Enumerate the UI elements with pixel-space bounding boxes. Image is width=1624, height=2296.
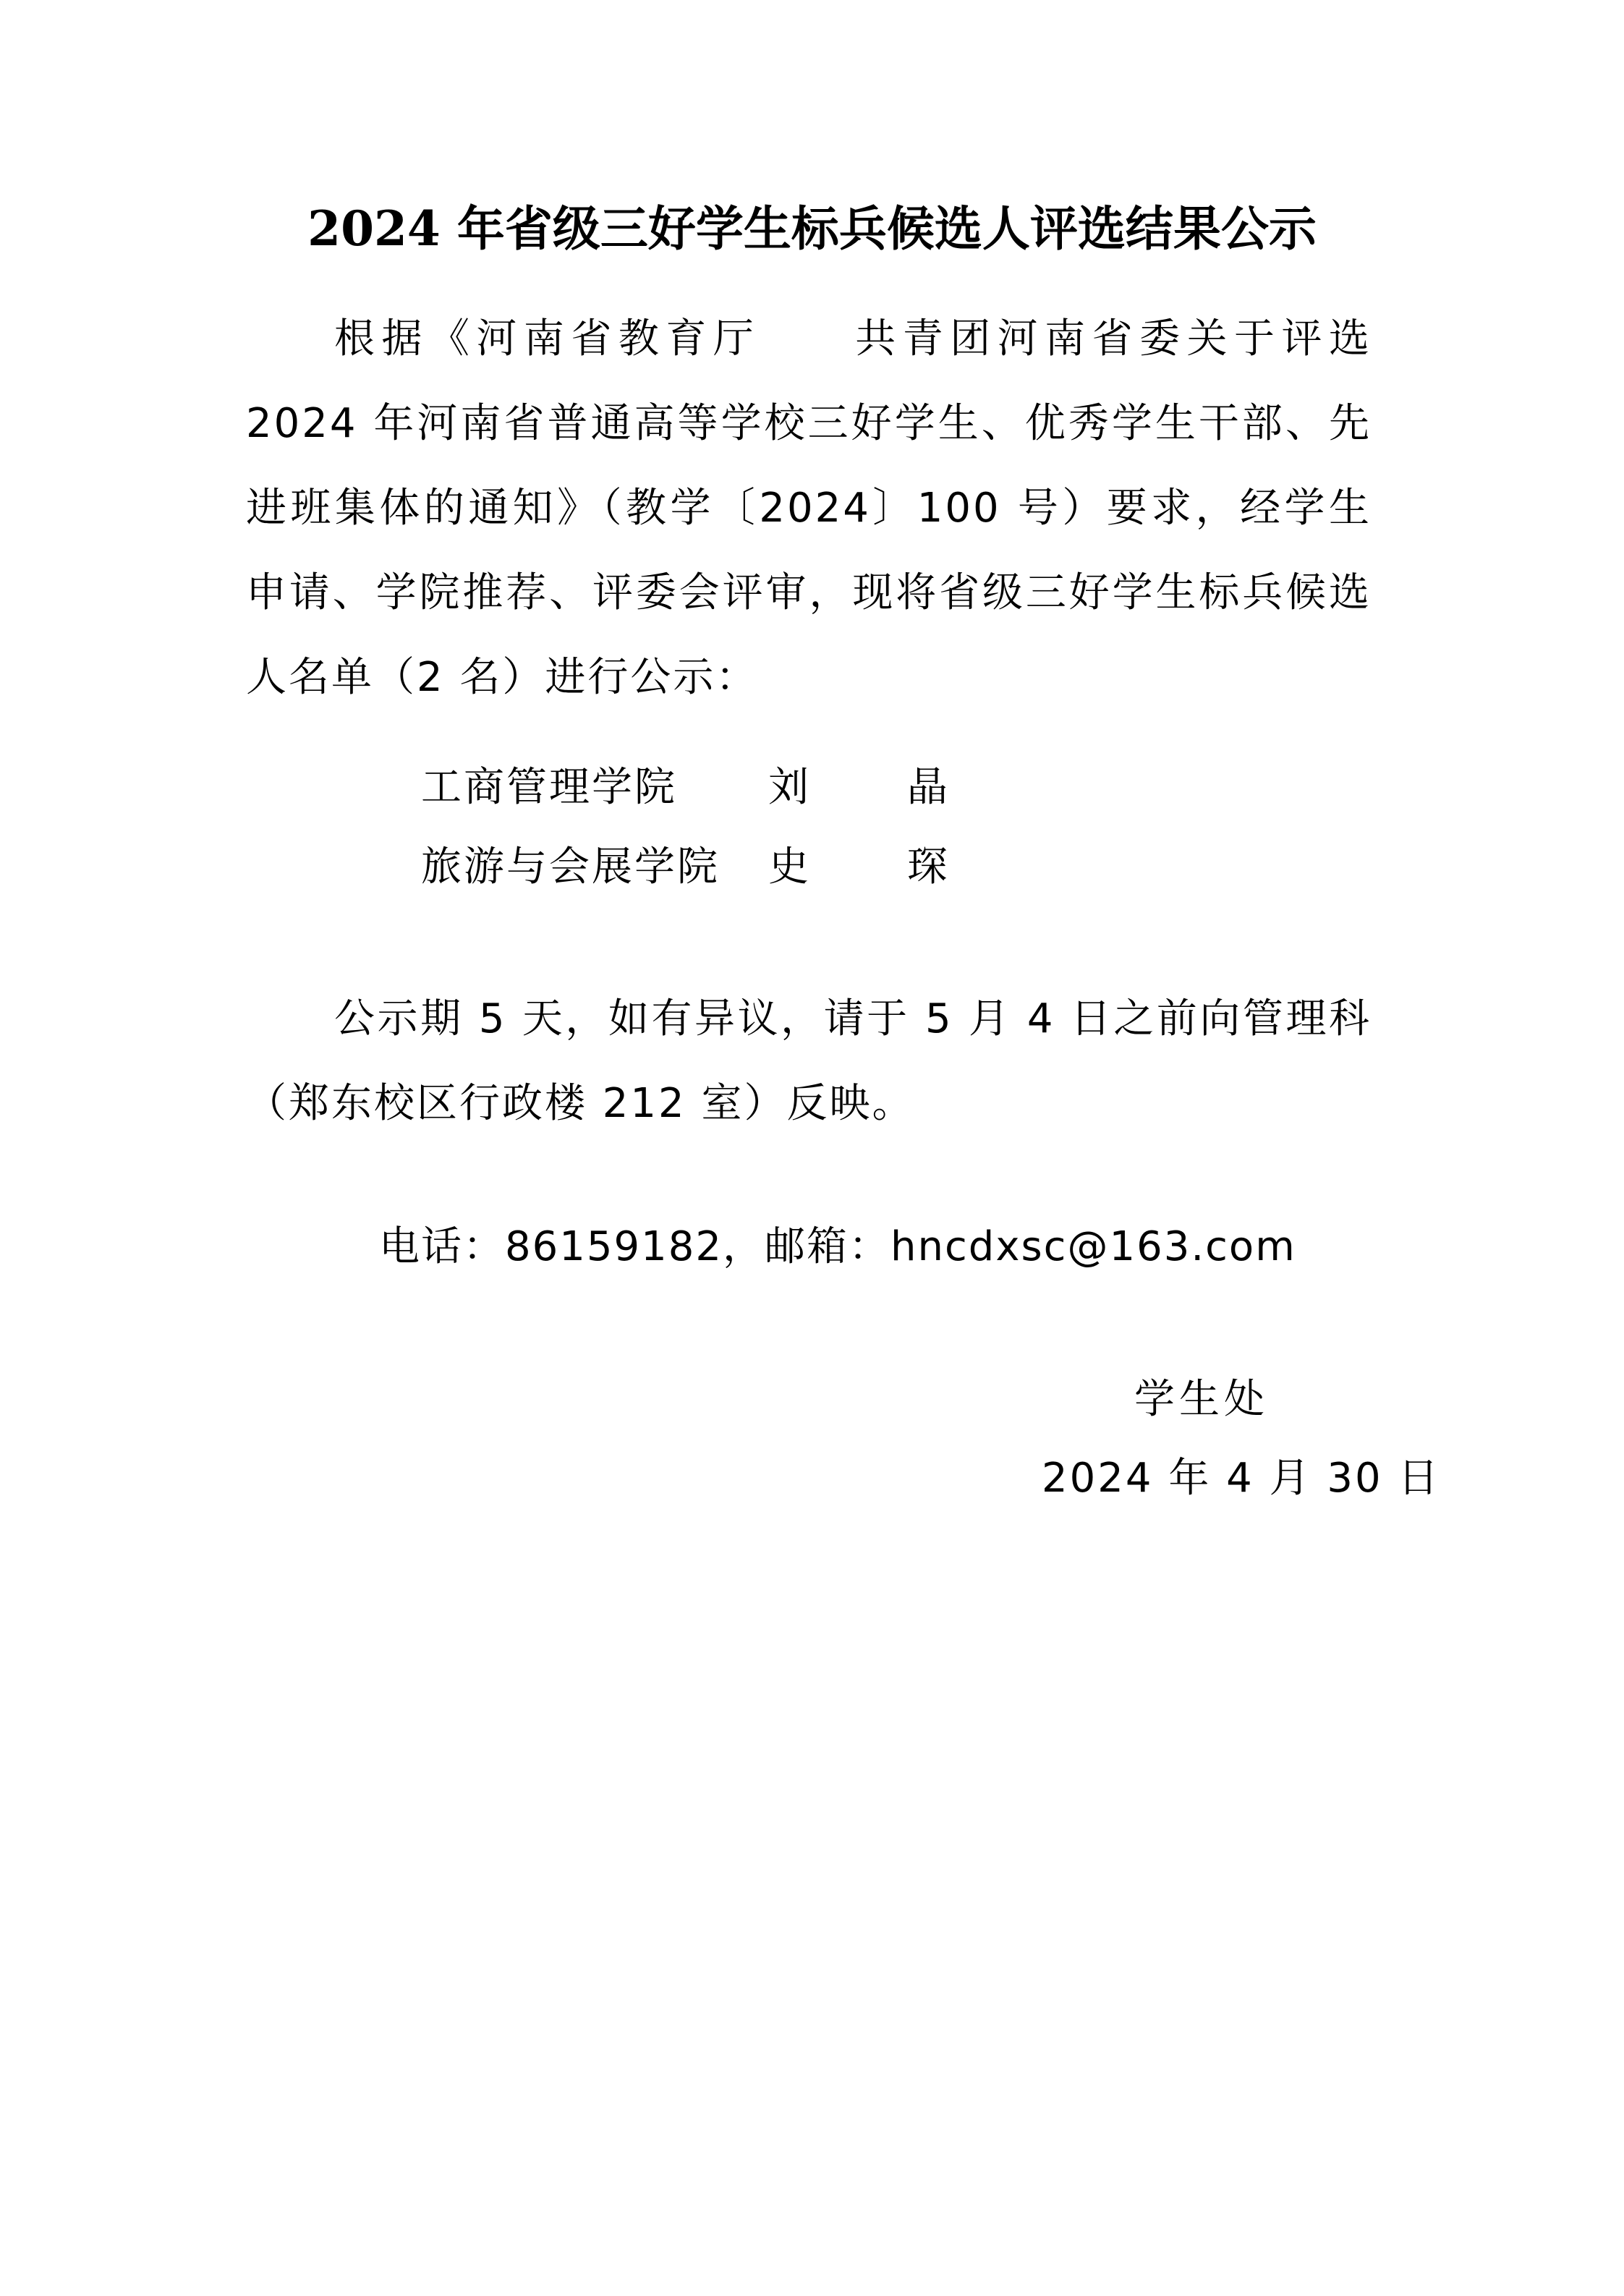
intro-paragraph: 根据《河南省教育厅 共青团河南省委关于评选 2024 年河南省普通高等学校三好学生、优秀学生干部、先进班集体的通知》（教学〔2024〕100 号）要求，经学生申请、学院推荐、评委会评审，现将省级三好学生标兵候选人名单（2 名）进行公示： — [246, 315, 1372, 701]
contact-line: 电话：86159182，邮箱：hncdxsc@163.com — [379, 1223, 1296, 1270]
signature-office: 学生处 — [1134, 1376, 1269, 1423]
nominee-name: 刘 晶 — [768, 764, 977, 811]
nominee-name: 史 琛 — [768, 843, 977, 890]
nominee-row — [421, 825, 977, 909]
nominee-college: 旅游与会展学院 — [421, 843, 720, 890]
document-title: 2024 年省级三好学生标兵候选人评选结果公示 — [307, 200, 1317, 257]
nominee-college: 工商管理学院 — [421, 764, 677, 811]
signature-date: 2024 年 4 月 30 日 — [1042, 1455, 1441, 1502]
nominee-row — [421, 745, 977, 830]
notice-paragraph: 公示期 5 天，如有异议，请于 5 月 4 日之前向管理科（郑东校区行政楼 212 室）反映。 — [246, 995, 1372, 1127]
